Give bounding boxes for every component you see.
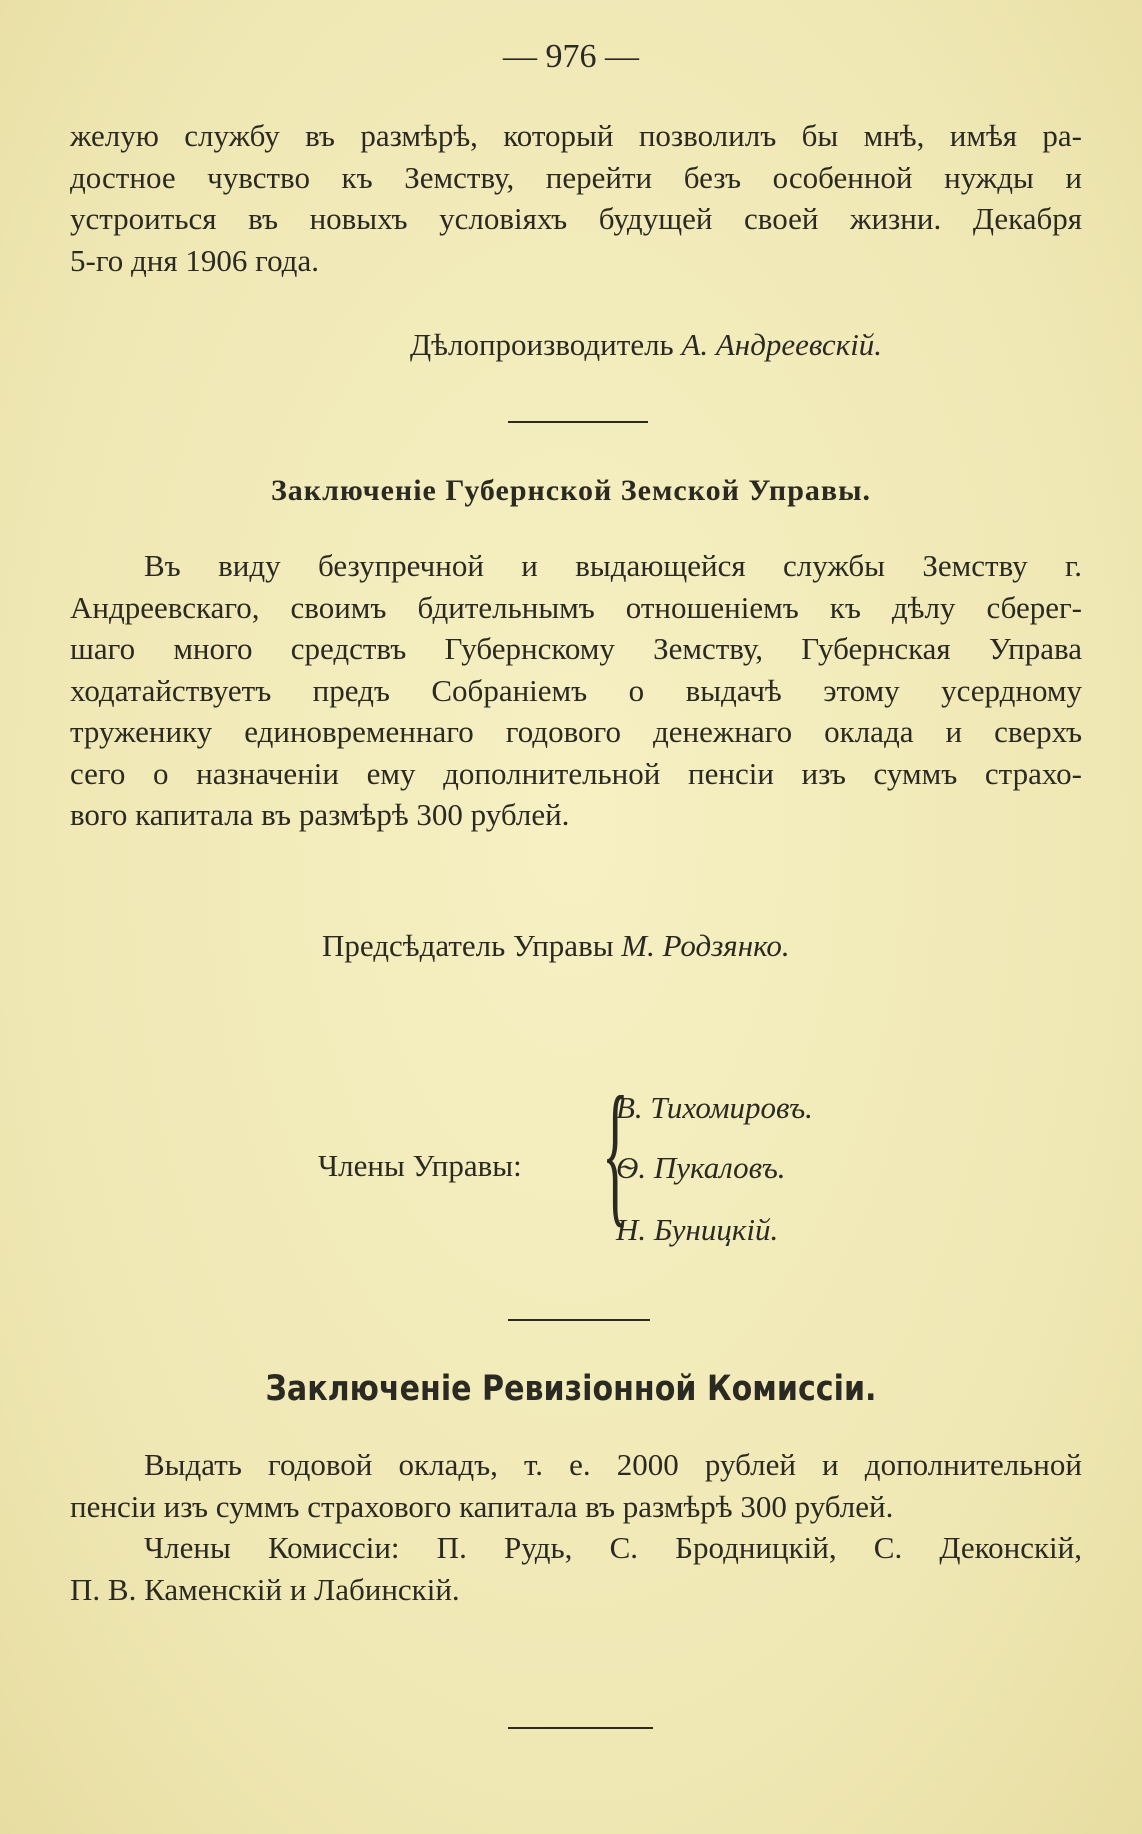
members-label: Члены Управы:: [318, 1148, 522, 1183]
clerk-signature: [410, 327, 882, 363]
section2-line: Выдать годовой окладъ, т. е. 2000 рублей и дополнительной: [144, 1447, 1082, 1482]
separator-rule: [508, 1727, 653, 1729]
chairman-name: М. Родзянко.: [621, 928, 790, 963]
separator-rule: [508, 1319, 650, 1321]
section1-line: труженику единовременнаго годового денежнаго оклада и сверхъ: [70, 714, 1082, 749]
section1-line: вого капитала въ размѣрѣ 300 рублей.: [70, 797, 570, 832]
section1-line: ходатайствуетъ предъ Собраніемъ о выдачѣ этому усердному: [70, 672, 1082, 708]
section2-paragraph: [70, 1444, 1082, 1610]
member-name: Ѳ. Пукаловъ.: [616, 1150, 786, 1185]
clerk-title: Дѣлопроизводитель: [410, 327, 674, 362]
intro-line: 5-го дня 1906 года.: [70, 242, 319, 278]
section1-heading: Заключеніе Губернской Земской Управы.: [270, 474, 872, 507]
section2-heading: Заключеніе Ревизіонной Комиссіи.: [265, 1369, 877, 1409]
intro-line: достное чувство къ Земству, перейти безъ особенной нужды и: [70, 159, 1082, 195]
section2-line: П. В. Каменскій и Лабинскій.: [70, 1571, 460, 1607]
section1-paragraph: [70, 545, 1082, 836]
chairman-title: Предсѣдатель Управы: [322, 928, 614, 963]
intro-line: желую службу въ размѣрѣ, который позволилъ бы мнѣ, имѣя ра-: [70, 118, 1082, 153]
section1-line: Андреевскаго, своимъ бдительнымъ отношеніемъ къ дѣлу сберег-: [70, 589, 1082, 625]
page-number: — 976 —: [503, 38, 639, 75]
member-name: В. Тихомировъ.: [616, 1090, 813, 1125]
section1-line: сего о назначеніи ему дополнительной пенсіи изъ суммъ страхо-: [70, 755, 1082, 791]
section2-line: пенсіи изъ суммъ страхового капитала въ размѣрѣ 300 рублей.: [70, 1488, 894, 1524]
intro-line: устроиться въ новыхъ условіяхъ будущей своей жизни. Декабря: [70, 201, 1082, 236]
clerk-name: А. Андреевскій.: [681, 327, 883, 362]
section1-line: шаго много средствъ Губернскому Земству, Губернская Управа: [70, 631, 1082, 666]
member-name: Н. Буницкій.: [616, 1212, 779, 1247]
section1-line: Въ виду безупречной и выдающейся службы Земству г.: [144, 548, 1082, 583]
chairman-signature: [322, 928, 790, 964]
brace-symbol: {: [601, 1063, 629, 1241]
intro-paragraph: [70, 115, 1082, 281]
section2-line: Члены Комиссіи: П. Рудь, С. Бродницкій, С. Деконскій,: [144, 1530, 1082, 1565]
separator-rule: [508, 421, 648, 423]
